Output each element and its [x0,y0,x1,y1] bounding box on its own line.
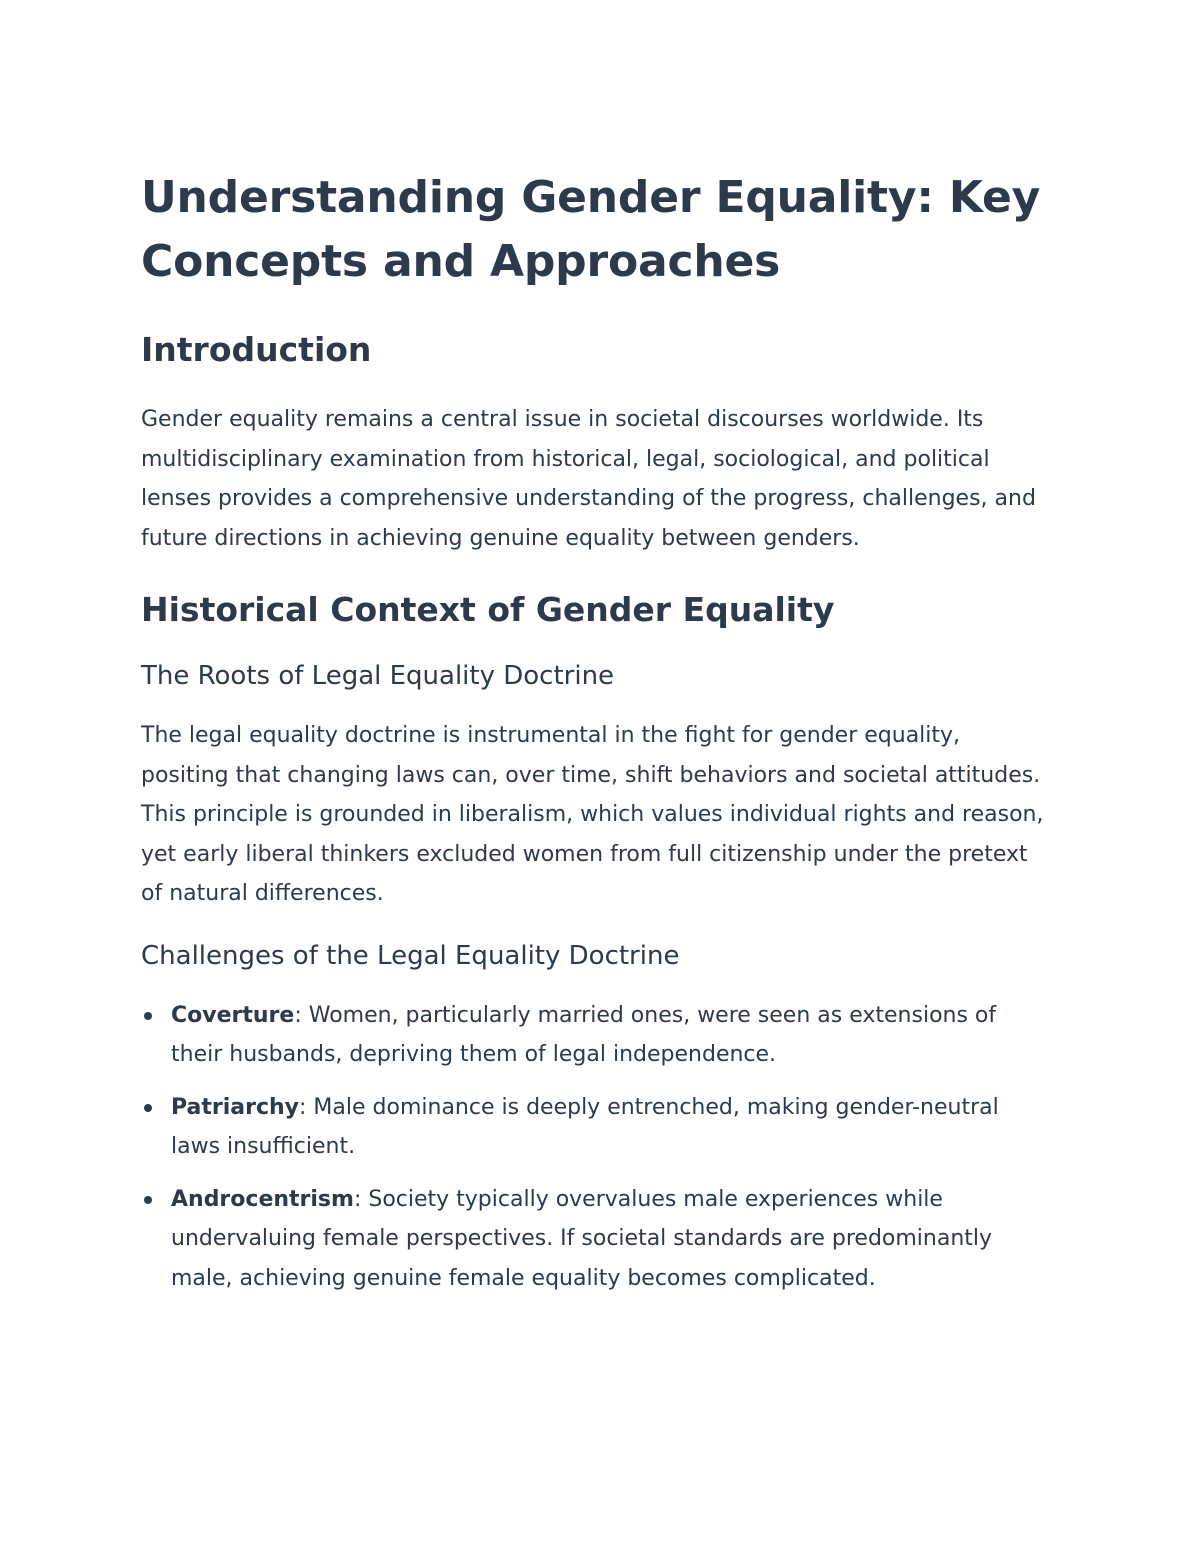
list-item-text: : Male dominance is deeply entrenched, making gender-neutral laws insufficient. [171,1094,999,1159]
bullet-icon [144,1104,152,1112]
subsection-heading-challenges: Challenges of the Legal Equality Doctrine [141,940,680,971]
introduction-paragraph: Gender equality remains a central issue in societal discourses worldwide. Its multidisciplinary examination from historical, legal, sociological, and political lenses provides a comprehensive understanding of the progress, challenges, and future directions in achieving genuine equality between genders. [141,407,1036,551]
list-item-androcentrism [141,1180,1050,1299]
bullet-icon [144,1012,152,1020]
roots-paragraph: The legal equality doctrine is instrumental in the fight for gender equality, positing that changing laws can, over time, shift behaviors and societal attitudes. This principle is grounded in liberalism, which values individual rights and reason, yet early liberal thinkers excluded women from full citizenship under the pretext of natural differences. [141,723,1044,906]
list-item-term: Coverture [171,1002,295,1028]
list-item-term: Androcentrism [171,1186,354,1212]
list-item-coverture [141,996,1050,1075]
section-heading-historical-context: Historical Context of Gender Equality [141,590,835,629]
list-item-term: Patriarchy [171,1094,300,1120]
bullet-icon [144,1196,152,1204]
list-item-patriarchy [141,1088,1050,1167]
challenges-list [141,996,1050,1299]
subsection-heading-roots: The Roots of Legal Equality Doctrine [141,661,615,691]
list-item-text: : Society typically overvalues male experiences while undervaluing female perspectives. If societal standards are predominantly male, achieving genuine female equality becomes complicated. [171,1186,993,1291]
list-item-text: : Women, particularly married ones, were seen as extensions of their husbands, depriving them of legal independence. [171,1002,997,1067]
document-title: Understanding Gender Equality: Key Concepts and Approaches [141,172,1041,287]
section-heading-introduction: Introduction [141,330,372,369]
